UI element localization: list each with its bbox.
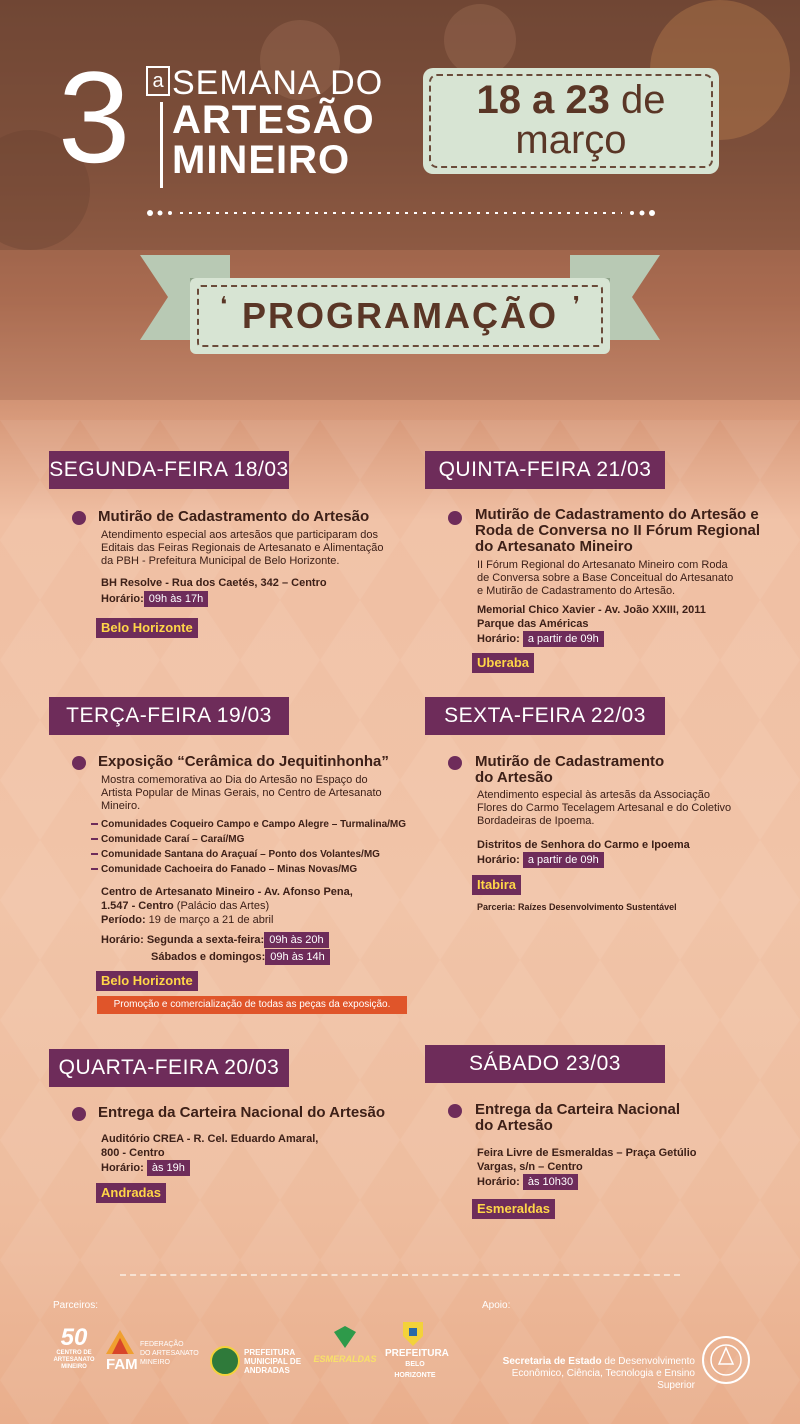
dotted-divider (146, 207, 656, 219)
fam-triangle-icon (106, 1330, 134, 1356)
desc-line: Editais das Feiras Regionais de Artesanato e Alimentação (101, 542, 384, 554)
community-text: Comunidade Caraí – Caraí/MG (101, 834, 245, 845)
desc-line: Atendimento especial aos artesãos que participaram dos (101, 529, 378, 541)
location-saturday (477, 1146, 777, 1174)
event-title-line: Roda de Conversa no II Fórum Regional (475, 522, 761, 539)
date-range-de: de (621, 78, 666, 122)
date-range (423, 78, 719, 123)
day-header-saturday: SÁBADO 23/03 (425, 1045, 665, 1083)
secretaria-line: Econômico, Ciência, Tecnologia e Ensino Superior (511, 1368, 695, 1391)
desc-line: Mineiro. (101, 800, 141, 812)
desc-line: Artista Popular de Minas Gerais, no Centro de Artesanato (101, 787, 382, 799)
community-item (91, 847, 380, 862)
fam-text-line: DO ARTESANATO (140, 1350, 199, 1357)
event-title-line: do Artesão (475, 1117, 553, 1134)
fam-text (140, 1340, 199, 1367)
fam-acronym: FAM (106, 1356, 138, 1373)
hours-label: Horário: (101, 1162, 144, 1174)
hours-friday (477, 852, 604, 868)
period-value: 19 de março a 21 de abril (145, 914, 274, 926)
city-tag-friday: Itabira (472, 875, 521, 895)
andradas-text-line: ANDRADAS (244, 1366, 290, 1375)
bullet-icon (72, 511, 86, 525)
hours-thursday (477, 631, 604, 647)
desc-line: II Fórum Regional do Artesanato Mineiro com Roda (477, 559, 728, 571)
hours-label: Horário: (477, 854, 520, 866)
event-title-line: Mutirão de Cadastramento do Artesão e (475, 506, 759, 523)
andradas-text-line: MUNICIPAL DE (244, 1357, 302, 1366)
community-text: Comunidade Santana do Araçuaí – Ponto dos Volantes/MG (101, 849, 380, 860)
dash-icon (91, 823, 98, 825)
programacao-banner (190, 278, 610, 354)
location-wednesday (101, 1132, 421, 1160)
event-desc-tuesday (101, 774, 411, 813)
title-line-2: ARTESÃO (172, 98, 375, 142)
esmeraldas-gem-icon (330, 1326, 360, 1348)
date-range-days: 18 a 23 (476, 78, 610, 122)
bullet-icon (448, 1104, 462, 1118)
desc-line: e Mutirão de Cadastramento do Artesão. (477, 585, 676, 597)
location-friday: Distritos de Senhora do Carmo e Ipoema (477, 839, 690, 851)
city-tag-tuesday: Belo Horizonte (96, 971, 198, 991)
secretaria-bold: Secretaria de Estado (502, 1356, 602, 1367)
banner-title: PROGRAMAÇÃO (242, 295, 558, 336)
event-title-wednesday: Entrega da Carteira Nacional do Artesão (98, 1104, 386, 1121)
flourish-right-icon: ❜ (572, 292, 580, 317)
hours-label: Horário: (477, 1176, 520, 1188)
hours-label: Horário: Segunda a sexta-feira: (101, 934, 265, 946)
hours-saturday (477, 1174, 578, 1190)
city-tag-monday: Belo Horizonte (96, 618, 198, 638)
day-header-friday: SEXTA-FEIRA 22/03 (425, 697, 665, 735)
location-line (101, 899, 421, 913)
minas-coat-of-arms-icon (700, 1334, 752, 1386)
city-tag-saturday: Esmeraldas (472, 1199, 555, 1219)
hours-value: às 10h30 (523, 1174, 578, 1190)
community-item (91, 862, 357, 877)
esmeraldas-text: ESMERALDAS (313, 1354, 377, 1364)
dash-icon (91, 853, 98, 855)
day-header-wednesday: QUARTA-FEIRA 20/03 (49, 1049, 289, 1087)
fam-text-line: FEDERAÇÃO (140, 1341, 184, 1348)
dash-icon (91, 838, 98, 840)
desc-line: Atendimento especial às artesãs da Associação (477, 789, 710, 801)
promo-banner: Promoção e comercialização de todas as peças da exposição. (97, 996, 407, 1014)
hours-value: a partir de 09h (523, 852, 604, 868)
hours-label: Sábados e domingos: (151, 951, 266, 963)
city-tag-wednesday: Andradas (96, 1183, 166, 1203)
period-label: Período: (101, 914, 146, 926)
event-title-line: do Artesanato Mineiro (475, 538, 633, 555)
desc-line: Mostra comemorativa ao Dia do Artesão no Espaço do (101, 774, 368, 786)
title-divider (160, 102, 163, 188)
partner-friday: Parceria: Raízes Desenvolvimento Sustentável (477, 902, 677, 912)
footer-divider (120, 1274, 680, 1276)
hours-wednesday (101, 1160, 190, 1176)
event-title-tuesday: Exposição “Cerâmica do Jequitinhonha” (98, 753, 389, 770)
bh-shield-icon (403, 1322, 423, 1346)
bh-text-line: PREFEITURA (385, 1348, 449, 1359)
bullet-icon (72, 1107, 86, 1121)
logo-bh (385, 1322, 455, 1378)
location-line: Auditório CREA - R. Cel. Eduardo Amaral, (101, 1133, 319, 1145)
hours-tuesday-weekdays (101, 932, 329, 948)
hours-value: 09h às 14h (265, 949, 329, 965)
day-header-monday: SEGUNDA-FEIRA 18/03 (49, 451, 289, 489)
community-item (91, 832, 244, 847)
city-tag-thursday: Uberaba (472, 653, 534, 673)
event-title-thursday (475, 507, 775, 555)
location-venue: (Palácio das Artes) (173, 900, 270, 912)
logo-cam-text: CENTRO DE ARTESANATO MINEIRO (53, 1350, 95, 1370)
desc-line: da PBH - Prefeitura Municipal de Belo Horizonte. (101, 555, 340, 567)
hours-value: 09h às 20h (264, 932, 328, 948)
logo-centro-artesanato (50, 1326, 98, 1371)
edition-number: 3 (58, 44, 127, 190)
day-header-thursday: QUINTA-FEIRA 21/03 (425, 451, 665, 489)
bullet-icon (448, 511, 462, 525)
bullet-icon (448, 756, 462, 770)
hours-value: às 19h (147, 1160, 190, 1176)
community-item (91, 817, 406, 832)
event-title-line: Entrega da Carteira Nacional (475, 1101, 681, 1118)
event-desc-thursday (477, 559, 777, 598)
location-line: Memorial Chico Xavier - Av. João XXIII, 2011 (477, 604, 706, 616)
fam-text-line: MINEIRO (140, 1359, 170, 1366)
desc-line: de Conversa sobre a Base Conceitual do Artesanato (477, 572, 734, 584)
title-line-1: SEMANA DO (172, 64, 384, 102)
event-title-line: Mutirão de Cadastramento (475, 753, 665, 770)
location-line: Centro de Artesanato Mineiro - Av. Afonso Pena, (101, 886, 353, 898)
secretaria-rest: de Desenvolvimento (601, 1356, 695, 1367)
location-line: Feira Livre de Esmeraldas – Praça Getúlio (477, 1147, 697, 1159)
flourish-left-icon: ❛ (220, 292, 228, 317)
andradas-text-line: PREFEITURA (244, 1348, 296, 1357)
hours-tuesday-weekend (151, 949, 330, 965)
period-tuesday (101, 912, 273, 928)
secretaria-text (480, 1356, 695, 1392)
location-line: Parque das Américas (477, 618, 589, 630)
event-title-friday (475, 754, 775, 786)
bullet-icon (72, 756, 86, 770)
event-desc-monday (101, 529, 411, 568)
event-desc-friday (477, 789, 777, 828)
event-title-monday: Mutirão de Cadastramento do Artesão (98, 508, 370, 525)
location-monday: BH Resolve - Rua dos Caetés, 342 – Centro (101, 577, 327, 589)
andradas-text (244, 1348, 301, 1375)
edition-ordinal: a (146, 66, 170, 96)
location-line: Vargas, s/n – Centro (477, 1161, 583, 1173)
secretaria-line (480, 1356, 695, 1368)
bh-text-line: BELO HORIZONTE (394, 1361, 436, 1379)
hours-label: Horário: (101, 593, 144, 605)
date-month: março (515, 118, 627, 162)
logo-esmeraldas (312, 1326, 378, 1376)
location-tuesday (101, 885, 421, 913)
location-thursday (477, 603, 777, 631)
hours-monday (101, 591, 208, 607)
logo-cam-number: 50 (60, 1324, 88, 1351)
community-text: Comunidades Coqueiro Campo e Campo Alegre – Turmalina/MG (101, 819, 407, 830)
hours-value: a partir de 09h (523, 631, 604, 647)
hours-value: 09h às 17h (144, 591, 208, 607)
partners-label: Parceiros: (53, 1300, 99, 1311)
title-line-3: MINEIRO (172, 138, 351, 182)
andradas-crest-icon (210, 1346, 240, 1376)
location-address: 1.547 - Centro (101, 900, 174, 912)
location-line: 800 - Centro (101, 1147, 165, 1159)
community-text: Comunidade Cachoeira do Fanado – Minas Novas/MG (101, 864, 358, 875)
desc-line: Flores do Carmo Tecelagem Artesanal e do Coletivo (477, 802, 732, 814)
logo-andradas (210, 1344, 310, 1380)
dash-icon (91, 868, 98, 870)
date-box (423, 68, 719, 174)
bh-text (385, 1348, 449, 1381)
desc-line: Bordadeiras de Ipoema. (477, 815, 595, 827)
event-title-saturday (475, 1102, 775, 1134)
day-header-tuesday: TERÇA-FEIRA 19/03 (49, 697, 289, 735)
hours-label: Horário: (477, 633, 520, 645)
event-title (58, 44, 418, 190)
logo-fam (106, 1330, 206, 1376)
event-title-line: do Artesão (475, 769, 553, 786)
support-label: Apoio: (482, 1300, 511, 1311)
